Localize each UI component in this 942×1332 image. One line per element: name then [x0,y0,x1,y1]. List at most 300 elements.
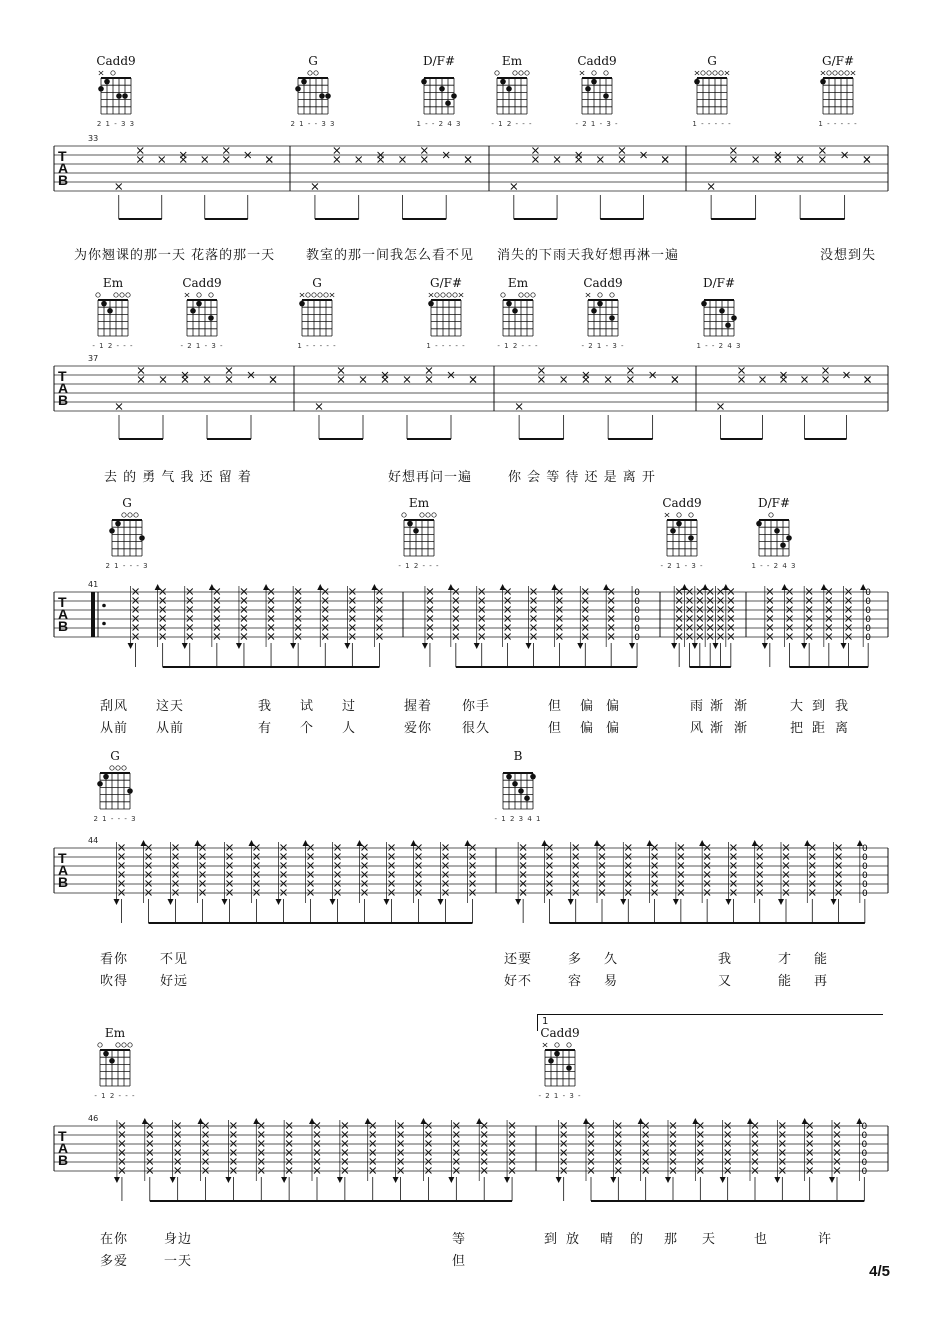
lyric-verse-2: 好不 [504,974,533,989]
muted-note-mark [370,1141,376,1147]
finger-dot [554,1051,560,1057]
lyric-verse-1: 偏 [606,699,621,714]
svg-text:0: 0 [861,844,868,854]
muted-note-mark [453,1150,459,1156]
lyric-verse-2: 爱你 [404,721,433,736]
lyric-verse-1: 晴 [600,1232,615,1247]
chord-fingering: 2 1 - - 3 3 [290,120,336,128]
lyric-verse-2: 吹得 [100,974,129,989]
muted-note-mark [561,1141,567,1147]
muted-note-mark [725,1159,731,1165]
muted-note-mark [643,1141,649,1147]
chord-fingering: 1 - - 2 4 3 [416,120,462,128]
tab-clef: T A B [58,368,69,408]
svg-text:0: 0 [865,624,872,634]
lyric-verse-1: 放 [566,1232,581,1247]
muted-note-mark [314,1141,320,1147]
muted-note-mark [725,1141,731,1147]
page-number: 4/5 [869,1263,890,1280]
lyric-verse-2: 人 [342,721,357,736]
muted-note-mark [147,1141,153,1147]
muted-note-mark [230,1150,236,1156]
chord-fingering: 2 1 - - - 3 [93,815,137,823]
lyric-verse-2: 好远 [160,974,189,989]
chord-name: B [513,749,523,763]
lyric-verse-1: 等 [452,1232,467,1247]
lyric-verse-1: 那 [664,1232,679,1247]
muted-note-mark [453,1141,459,1147]
lyric-verse-2: 距 [812,721,827,736]
muted-note-mark [230,1159,236,1165]
muted-note-mark [147,1168,153,1174]
chord-name: Em [501,54,523,68]
chord-fingering: - 1 2 - - - [491,120,533,128]
chord-fingering: - 2 1 - 3 - [581,342,625,350]
muted-note-mark [230,1168,236,1174]
lyric-verse-2: 个 [300,721,315,736]
muted-note-mark [342,1168,348,1174]
bar-number: 41 [88,580,99,589]
lyric-verse-1: 试 [300,699,315,714]
muted-note-mark [509,1132,515,1138]
muted-note-mark [697,1159,703,1165]
muted-note-mark [203,1141,209,1147]
chord-name: Em [104,1026,126,1040]
chord-fingering: - 1 2 - - - [398,562,440,570]
chord-fingering: - 2 1 - 3 - [575,120,619,128]
muted-note-mark [752,1159,758,1165]
muted-note-mark [615,1132,621,1138]
muted-note-mark [342,1141,348,1147]
muted-note-mark [643,1123,649,1129]
muted-note-mark [425,1132,431,1138]
muted-note-mark [481,1123,487,1129]
muted-note-mark [561,1150,567,1156]
muted-note-mark [643,1150,649,1156]
muted-note-mark [147,1132,153,1138]
muted-note-mark [258,1150,264,1156]
chord-name: G [707,54,717,68]
lyric-verse-1: 你手 [462,699,491,714]
lyric-verse-1: 天 [702,1232,717,1247]
muted-note-mark [175,1150,181,1156]
muted-note-mark [398,1141,404,1147]
muted-note-mark [481,1132,487,1138]
muted-note-mark [175,1132,181,1138]
lyric-verse-2: 从前 [100,721,129,736]
finger-dot [548,1058,554,1064]
lyric-verse-1: 的 [630,1232,645,1247]
muted-note-mark [697,1150,703,1156]
lyric-line: 没想到失 [820,248,877,263]
svg-text:0: 0 [865,633,872,643]
lyric-verse-1: 渐 [710,699,725,714]
muted-note-mark [425,1141,431,1147]
muted-note-mark [453,1159,459,1165]
muted-note-mark [697,1132,703,1138]
lyric-verse-1: 到 [544,1232,559,1247]
muted-note-mark [481,1168,487,1174]
svg-text:0: 0 [861,1131,868,1141]
muted-note-mark [398,1159,404,1165]
chord-name: Cadd9 [577,54,617,68]
muted-note-mark [314,1168,320,1174]
svg-text:0: 0 [634,633,640,643]
tab-notes [114,1118,868,1201]
lyric-verse-1: 不见 [160,952,189,967]
muted-note-mark [697,1168,703,1174]
chord-name: D/F# [422,54,456,68]
muted-note-mark [670,1150,676,1156]
chord-name: Em [102,276,124,290]
muted-note-mark [807,1159,813,1165]
svg-text:0: 0 [634,615,640,625]
muted-note-mark [670,1132,676,1138]
lyric-verse-2: 偏 [606,721,621,736]
chord-fingering: - 1 2 - - - [92,342,134,350]
muted-note-mark [342,1132,348,1138]
muted-note-mark [481,1141,487,1147]
muted-note-mark [561,1168,567,1174]
lyric-verse-2: 风 [690,721,705,736]
muted-note-mark [643,1132,649,1138]
muted-note-mark [752,1150,758,1156]
muted-note-mark [370,1159,376,1165]
lyric-verse-2: 很久 [462,721,491,736]
muted-note-mark [725,1168,731,1174]
lyric-verse-2: 从前 [156,721,185,736]
muted-note-mark [119,1159,125,1165]
muted-note-mark [834,1168,840,1174]
lyric-verse-1: 我 [835,699,850,714]
muted-note-mark [342,1159,348,1165]
svg-text:0: 0 [865,606,872,616]
svg-text:0: 0 [861,1167,868,1177]
chord-name: Cadd9 [662,496,702,510]
muted-note-mark [807,1123,813,1129]
svg-text:0: 0 [861,889,868,899]
muted-note-mark [119,1132,125,1138]
muted-note-mark [779,1168,785,1174]
muted-note-mark [203,1123,209,1129]
muted-note-mark [398,1150,404,1156]
lyric-verse-1: 能 [814,952,829,967]
bar-number: 33 [88,134,99,143]
muted-note-mark [314,1150,320,1156]
svg-text:0: 0 [861,880,868,890]
lyric-verse-2: 一天 [164,1254,193,1269]
muted-note-mark [779,1141,785,1147]
tab-clef: T A B [58,1128,69,1168]
muted-note-mark [588,1168,594,1174]
lyric-verse-1: 握着 [404,699,433,714]
muted-note-mark [670,1123,676,1129]
muted-note-mark [481,1159,487,1165]
muted-note-mark [509,1168,515,1174]
lyric-verse-1: 我 [718,952,733,967]
muted-note-mark [286,1141,292,1147]
chord-name: G/F# [821,54,855,68]
lyric-verse-1: 还要 [504,952,533,967]
chord-fingering: - 2 1 - 3 - [660,562,704,570]
muted-note-mark [370,1132,376,1138]
muted-note-mark [119,1168,125,1174]
chord-fingering: 1 - - - - - [297,342,337,350]
muted-note-mark [314,1159,320,1165]
muted-note-mark [834,1159,840,1165]
volta-number: 1 [542,1016,549,1027]
muted-note-mark [643,1159,649,1165]
muted-note-mark [509,1123,515,1129]
muted-note-mark [834,1150,840,1156]
chord-name: Cadd9 [540,1026,580,1040]
lyric-verse-2: 离 [835,721,850,736]
chord-fingering: - 1 2 - - - [497,342,539,350]
lyric-verse-2: 多爱 [100,1254,129,1269]
svg-text:0: 0 [861,1149,868,1159]
svg-text:0: 0 [865,615,872,625]
lyric-verse-2: 但 [452,1254,467,1269]
muted-note-mark [398,1123,404,1129]
muted-note-mark [370,1123,376,1129]
muted-note-mark [509,1150,515,1156]
muted-note-mark [807,1168,813,1174]
lyric-line: 教室的那一间我怎么看不见 [306,248,475,263]
muted-note-mark [147,1159,153,1165]
muted-note-mark [175,1123,181,1129]
lyric-verse-2: 能 [778,974,793,989]
lyric-verse-1: 看你 [100,952,129,967]
muted-note-mark [697,1141,703,1147]
muted-note-mark [258,1159,264,1165]
muted-note-mark [175,1141,181,1147]
muted-note-mark [752,1123,758,1129]
muted-note-mark [203,1132,209,1138]
muted-note-mark [398,1132,404,1138]
muted-note-mark [370,1168,376,1174]
muted-note-mark [425,1159,431,1165]
muted-note-mark [453,1123,459,1129]
chord-fingering: 1 - - 2 4 3 [751,562,797,570]
lyric-verse-1: 久 [604,952,619,967]
muted-note-mark [670,1168,676,1174]
muted-note-mark [230,1123,236,1129]
lyric-verse-1: 这天 [156,699,185,714]
lyric-verse-1: 才 [778,952,793,967]
muted-note-mark [697,1123,703,1129]
svg-text:0: 0 [861,1158,868,1168]
bar-number: 37 [88,354,99,363]
muted-note-mark [286,1132,292,1138]
lyric-line: 去 的 勇 气 我 还 留 着 [104,470,252,485]
finger-dot [566,1065,572,1071]
muted-note-mark [588,1123,594,1129]
chord-fingering: 1 - - - - - [426,342,466,350]
muted-note-mark [752,1168,758,1174]
lyric-verse-1: 多 [568,952,583,967]
tab-clef: T A B [58,148,69,188]
muted-note-mark [834,1132,840,1138]
svg-text:0: 0 [634,588,640,598]
muted-note-mark [588,1150,594,1156]
muted-note-mark [779,1150,785,1156]
muted-note-mark [286,1159,292,1165]
muted-note-mark [203,1159,209,1165]
muted-note-mark [588,1132,594,1138]
muted-note-mark [615,1141,621,1147]
muted-note-mark [203,1150,209,1156]
muted-note-mark [425,1150,431,1156]
chord-fingering: 1 - - - - - [818,120,858,128]
chord-diagram-grid [98,1043,132,1086]
lyric-verse-1: 雨 [690,699,705,714]
muted-note-mark [834,1123,840,1129]
muted-note-mark [725,1132,731,1138]
lyric-verse-1: 大 [790,699,805,714]
lyric-verse-1: 偏 [580,699,595,714]
muted-note-mark [588,1159,594,1165]
chord-fingering: 1 - - - - - [692,120,732,128]
muted-note-mark [398,1168,404,1174]
svg-text:0: 0 [861,1140,868,1150]
chord-name: G/F# [429,276,463,290]
chord-fingering: 2 1 - 3 3 [96,120,136,128]
muted-note-mark [119,1123,125,1129]
muted-note-mark [588,1141,594,1147]
chord-name: Em [507,276,529,290]
muted-note-mark [286,1150,292,1156]
svg-text:0: 0 [865,588,872,598]
lyric-line: 好想再问一遍 [388,470,473,485]
lyric-verse-1: 刮风 [100,699,129,714]
muted-note-mark [725,1150,731,1156]
chord-fingering: 1 - - 2 4 3 [696,342,742,350]
lyric-verse-2: 渐 [734,721,749,736]
finger-dot [109,1058,115,1064]
muted-note-mark [425,1168,431,1174]
muted-note-mark [119,1150,125,1156]
muted-note-mark [258,1123,264,1129]
lyric-verse-2: 但 [548,721,563,736]
chord-name: G [312,276,322,290]
muted-note-mark [509,1141,515,1147]
svg-text:0: 0 [861,871,868,881]
bar-number: 46 [88,1114,99,1123]
chord-name: Cadd9 [96,54,136,68]
chord-name: D/F# [702,276,736,290]
muted-note-mark [779,1123,785,1129]
tab-clef: T A B [58,850,69,890]
lyric-verse-2: 再 [814,974,829,989]
muted-note-mark [509,1159,515,1165]
svg-text:0: 0 [634,624,640,634]
lyric-verse-1: 身边 [164,1232,193,1247]
volta-bracket [537,1014,883,1031]
muted-note-mark [752,1141,758,1147]
chord-name: Cadd9 [583,276,623,290]
svg-text:0: 0 [861,853,868,863]
muted-note-mark [425,1123,431,1129]
muted-note-mark [175,1159,181,1165]
chord-fingering: - 1 2 - - - [94,1092,136,1100]
muted-note-mark [342,1150,348,1156]
muted-note-mark [119,1141,125,1147]
svg-text:0: 0 [634,597,640,607]
chord-fingering: - 2 1 - 3 - [180,342,224,350]
muted-note-mark [725,1123,731,1129]
chord-name: D/F# [757,496,791,510]
muted-note-mark [453,1168,459,1174]
svg-text:0: 0 [634,606,640,616]
muted-note-mark [175,1168,181,1174]
chord-name: Cadd9 [182,276,222,290]
chord-fingering: - 2 1 - 3 - [538,1092,582,1100]
muted-note-mark [643,1168,649,1174]
chord-name: G [110,749,120,763]
lyric-verse-2: 把 [790,721,805,736]
muted-note-mark [230,1141,236,1147]
muted-note-mark [615,1123,621,1129]
muted-note-mark [561,1159,567,1165]
tab-clef: T A B [58,594,69,634]
svg-text:0: 0 [865,597,872,607]
lyric-verse-1: 我 [258,699,273,714]
svg-text:0: 0 [861,862,868,872]
lyric-verse-2: 易 [604,974,619,989]
muted-note-mark [834,1141,840,1147]
muted-note-mark [670,1159,676,1165]
muted-note-mark [561,1132,567,1138]
lyric-verse-1: 也 [754,1232,769,1247]
muted-note-mark [258,1141,264,1147]
chord-fingering: 2 1 - - - 3 [105,562,149,570]
muted-note-mark [752,1132,758,1138]
muted-note-mark [314,1132,320,1138]
lyric-verse-2: 渐 [710,721,725,736]
lyric-verse-1: 到 [812,699,827,714]
lyric-verse-1: 许 [818,1232,833,1247]
muted-note-mark [258,1132,264,1138]
muted-note-mark [615,1159,621,1165]
lyric-verse-1: 渐 [734,699,749,714]
lyric-verse-1: 过 [342,699,357,714]
lyric-verse-2: 偏 [580,721,595,736]
lyric-line: 消失的下雨天我好想再淋一遍 [497,248,680,263]
lyric-line: 为你翘课的那一天 花落的那一天 [74,248,276,263]
muted-note-mark [230,1132,236,1138]
muted-note-mark [615,1150,621,1156]
svg-text:0: 0 [861,1122,868,1132]
muted-note-mark [203,1168,209,1174]
muted-note-mark [481,1150,487,1156]
muted-note-mark [286,1123,292,1129]
muted-note-mark [370,1150,376,1156]
muted-note-mark [314,1123,320,1129]
chord-diagram-grid [543,1043,575,1086]
bar-number: 44 [88,836,99,845]
lyric-verse-1: 但 [548,699,563,714]
muted-note-mark [807,1132,813,1138]
chord-name: G [308,54,318,68]
chord-fingering: - 1 2 3 4 1 [494,815,542,823]
chord-name: G [122,496,132,510]
muted-note-mark [615,1168,621,1174]
muted-note-mark [561,1123,567,1129]
muted-note-mark [286,1168,292,1174]
muted-note-mark [779,1159,785,1165]
lyric-verse-2: 又 [718,974,733,989]
lyric-line: 你 会 等 待 还 是 离 开 [508,470,656,485]
